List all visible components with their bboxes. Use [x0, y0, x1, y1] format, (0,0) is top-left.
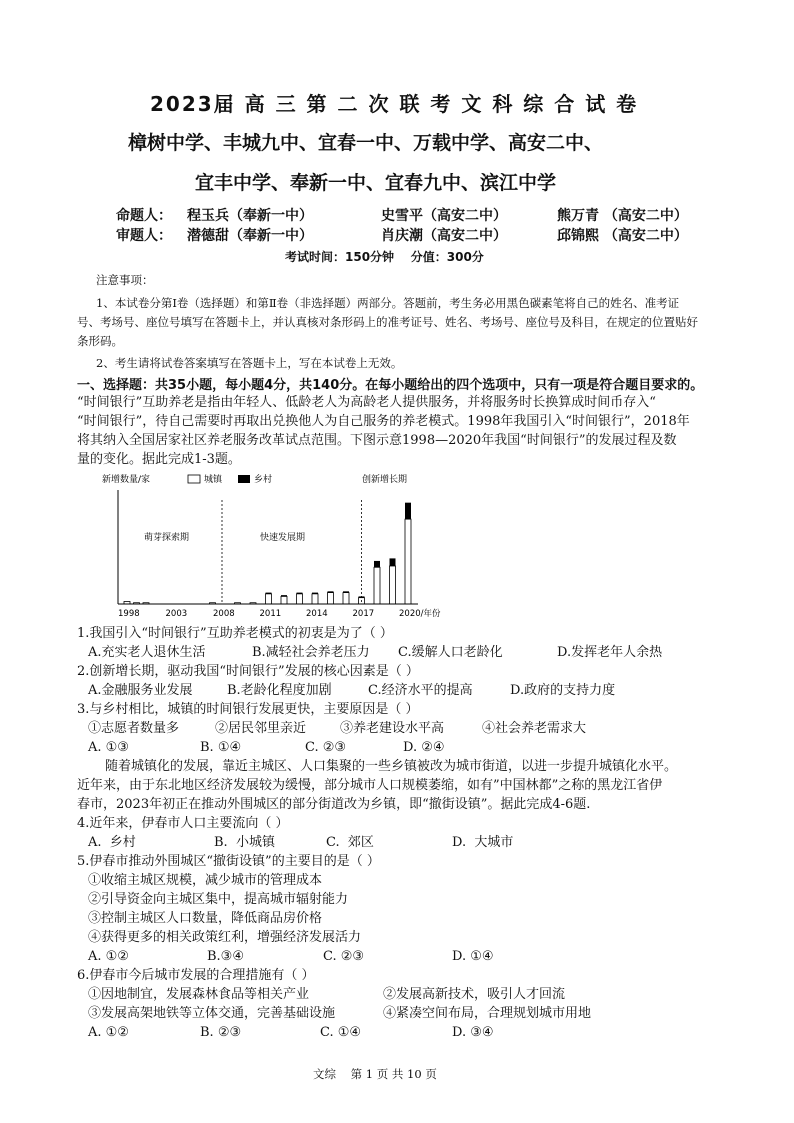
bars-group — [124, 503, 411, 604]
q2-option-c: C.经济水平的提高 — [368, 683, 473, 698]
q1-option-c: C.缓解人口老龄化 — [398, 645, 503, 660]
q3-option-c: C. ②③ — [305, 740, 347, 755]
legend-rural-label: 乡村 — [254, 475, 273, 485]
q1-stem: 1.我国引入“时间银行”互助养老模式的初衷是为了（ ） — [77, 626, 393, 641]
x-tick-label: 2017 — [352, 609, 375, 619]
q4-option-d: D. 大城市 — [452, 835, 514, 850]
q3-choice-1: ①志愿者数量多 — [88, 721, 180, 736]
q1-option-d: D.发挥老年人余热 — [557, 645, 663, 660]
q6-option-d: D. ③④ — [452, 1025, 494, 1040]
q5-option-d: D. ①④ — [452, 949, 494, 964]
passage-2-line-2: 近年来，由于东北地区经济发展较为缓慢，部分城市人口规模萎缩，如有”中国林都”之称的黑龙江省伊 — [77, 778, 663, 793]
passage-2-line-1: 随着城镇化的发展，靠近主城区、人口集聚的一些乡镇被改为城市街道，以进一步提升城镇化水平。 — [105, 759, 678, 774]
chart-svg — [100, 470, 441, 622]
q3-option-a: A. ①③ — [88, 740, 129, 755]
x-tick-label: 2011 — [259, 609, 282, 619]
passage-1-line-4: 量的变化。据此完成1-3题。 — [77, 452, 241, 467]
x-tick-label: 2014 — [306, 609, 328, 619]
q5-choice-2: ②引导资金向主城区集中，提高城市辐射能力 — [88, 892, 349, 907]
q4-option-b: B. 小城镇 — [214, 835, 275, 850]
q3-option-d: D. ②④ — [403, 740, 445, 755]
q2-option-a: A.金融服务业发展 — [88, 683, 193, 698]
q6-option-b: B. ②③ — [200, 1025, 242, 1040]
q4-option-a: A. 乡村 — [88, 835, 136, 850]
bar-urban-2011 — [266, 594, 272, 604]
bar-rural-2013 — [297, 593, 303, 594]
x-tick-label: 2008 — [213, 609, 235, 619]
bar-urban-2019 — [390, 566, 396, 604]
q3-choice-2: ②居民邻里亲近 — [215, 721, 307, 736]
schools-line-2: 宜丰中学、奉新一中、宜春九中、滨江中学 — [195, 172, 557, 194]
bar-rural-2015 — [328, 591, 334, 592]
q5-choice-1: ①收缩主城区规模，减少城市的管理成本 — [88, 873, 323, 888]
q2-option-b: B.老龄化程度加剧 — [227, 683, 332, 698]
reviewer-2: 肖庆潮（高安二中） — [381, 228, 507, 244]
legend-rural-swatch — [238, 475, 250, 483]
bar-rural-2020 — [405, 503, 411, 519]
q5-stem: 5.伊春市推动外围城区“撤街设镇”的主要目的是（ ） — [77, 854, 380, 869]
bar-rural-2018 — [374, 561, 380, 567]
bar-rural-2014 — [312, 593, 318, 594]
setter-1: 程玉兵（奉新一中） — [187, 208, 313, 224]
x-tick-label: 2003 — [165, 609, 188, 619]
notes-item-1-line-1: 1、本试卷分第Ⅰ卷（选择题）和第Ⅱ卷（非选择题）两部分。答题前，考生务必用黑色碳素笔将自己的姓名、准考证 — [96, 296, 680, 310]
q5-choice-4: ④获得更多的相关政策红利，增强经济发展活力 — [88, 930, 362, 945]
q2-option-d: D.政府的支持力度 — [510, 683, 616, 698]
reviewer-1: 潜德甜（奉新一中） — [187, 228, 313, 244]
bar-urban-2012 — [281, 596, 287, 604]
notes-item-1-line-2: 号、考场号、座位号填写在答题卡上，并认真核对条形码上的准考证号、姓名、考场号、座位号及科目，在规定的位置贴好 — [77, 315, 698, 329]
passage-2-line-3: 春市，2023年初正在推动外围城区的部分街道改为乡镇，即“撤街设镇”。据此完成4-6题. — [77, 797, 591, 812]
period-label-3: 创新增长期 — [362, 475, 408, 485]
q3-option-b: B. ①④ — [200, 740, 242, 755]
reviewer-3: 邱锦熙 （高安二中） — [557, 228, 688, 244]
period-label-1: 萌芽探索期 — [144, 533, 190, 543]
bar-urban-2018 — [374, 567, 380, 604]
q3-choice-3: ③养老建设水平高 — [340, 721, 445, 736]
q6-choice-3: ③发展高架地铁等立体交通，完善基础设施 — [88, 1006, 336, 1021]
q6-option-a: A. ①② — [88, 1025, 129, 1040]
bar-rural-2019 — [390, 558, 396, 566]
time-bank-chart — [100, 470, 441, 622]
bar-rural-2016 — [343, 591, 349, 592]
bar-rural-2012 — [281, 595, 287, 596]
reviewer-label: 审题人： — [116, 228, 172, 244]
notes-item-2: 2、考生请将试卷答案填写在答题卡上，写在本试卷上无效。 — [96, 356, 403, 370]
q2-stem: 2.创新增长期，驱动我国“时间银行”发展的核心因素是（ ） — [77, 664, 419, 679]
q3-choice-4: ④社会养老需求大 — [482, 721, 587, 736]
legend-urban-label: 城镇 — [204, 475, 223, 485]
x-tick-label: 1998 — [118, 609, 140, 619]
passage-1-line-3: 将其纳入全国居家社区养老服务改革试点范围。下图示意1998—2020年我国“时间银行”的发展过程及数 — [77, 433, 677, 448]
notes-heading: 注意事项： — [96, 273, 154, 287]
q5-option-c: C. ②③ — [323, 949, 365, 964]
setter-label: 命题人： — [116, 208, 172, 224]
q5-choice-3: ③控制主城区人口数量，降低商品房价格 — [88, 911, 323, 926]
exam-title: 2023届 高 三 第 二 次 联 考 文 科 综 合 试 卷 — [150, 92, 639, 116]
q5-option-a: A. ①② — [88, 949, 129, 964]
q1-option-a: A.充实老人退休生活 — [88, 645, 206, 660]
bar-urban-2014 — [312, 594, 318, 604]
exam-info: 考试时间：150分钟 分值：300分 — [285, 250, 484, 264]
q6-option-c: C. ①④ — [320, 1025, 362, 1040]
setter-3: 熊万青 （高安二中） — [557, 208, 688, 224]
q4-option-c: C. 郊区 — [326, 835, 374, 850]
q6-choice-1: ①因地制宜，发展森林食品等相关产业 — [88, 987, 310, 1002]
schools-line-1: 樟树中学、丰城九中、宜春一中、万载中学、高安二中、 — [128, 132, 604, 154]
q6-choice-4: ④紧凑空间布局，合理规划城市用地 — [383, 1006, 592, 1021]
legend-urban-swatch — [188, 475, 200, 483]
chart-ylabel: 新增数量/家 — [102, 475, 151, 485]
section-1-heading: 一、选择题：共35小题，每小题4分，共140分。在每小题给出的四个选项中，只有一项是符合题目要求的。 — [77, 378, 704, 393]
setter-2: 史雪平（高安二中） — [381, 208, 507, 224]
page-footer: 文综 第 1 页 共 10 页 — [313, 1067, 437, 1081]
q4-stem: 4.近年来，伊春市人口主要流向（ ） — [77, 816, 289, 831]
bar-urban-2020 — [405, 519, 411, 604]
q1-option-b: B.减轻社会养老压力 — [252, 645, 370, 660]
x-tick-label: 2020/年份 — [399, 609, 441, 619]
passage-1-line-1: “时间银行”互助养老是指由年轻人、低龄老人为高龄老人提供服务，并将服务时长换算成时间币存入“ — [77, 395, 656, 410]
bar-urban-2015 — [328, 593, 334, 604]
period-label-2: 快速发展期 — [260, 533, 306, 543]
q6-stem: 6.伊春市今后城市发展的合理措施有（ ） — [77, 968, 315, 983]
bar-rural-2011 — [266, 593, 272, 594]
bar-urban-2016 — [343, 593, 349, 604]
q3-stem: 3.与乡村相比，城镇的时间银行发展更快，主要原因是（ ） — [77, 702, 419, 717]
passage-1-line-2: “时间银行”，待自己需要时再取出兑换他人为自己服务的养老模式。1998年我国引入“时间银行”，2018年 — [77, 414, 690, 429]
q6-choice-2: ②发展高新技术，吸引人才回流 — [383, 987, 566, 1002]
bar-urban-2013 — [297, 594, 303, 604]
notes-item-1-line-3: 条形码。 — [77, 334, 123, 348]
q5-option-b: B.③④ — [207, 949, 244, 964]
